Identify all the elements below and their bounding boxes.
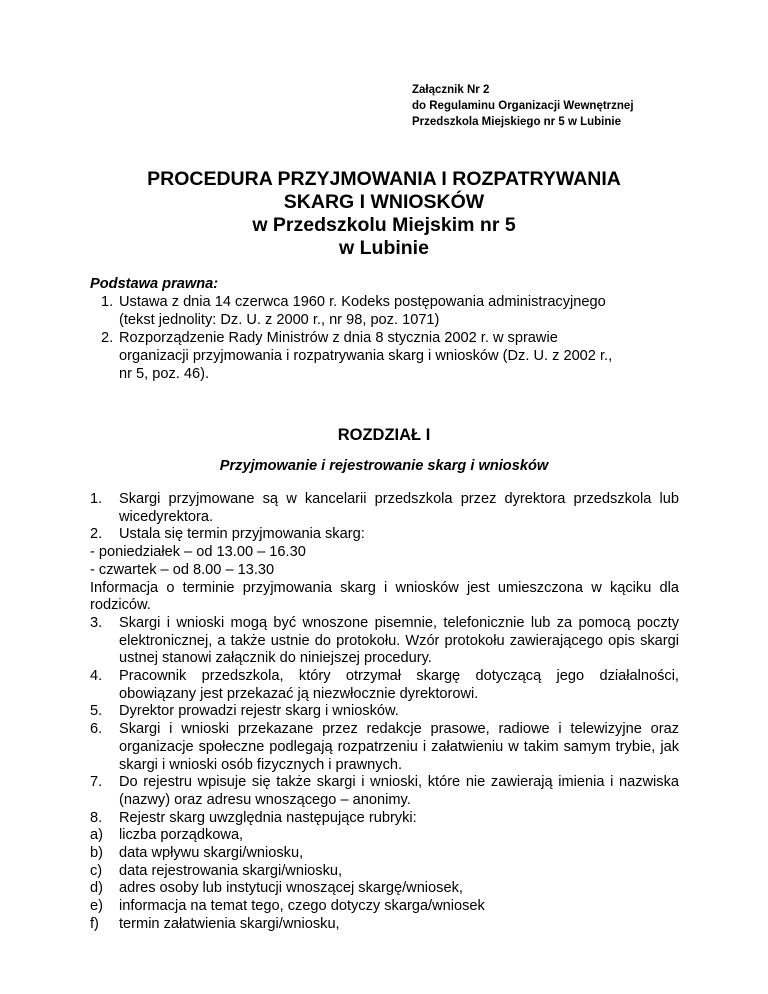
item-text: Ustala się termin przyjmowania skarg: bbox=[119, 526, 365, 543]
register-column-item bbox=[90, 863, 679, 881]
item-text: data wpływu skargi/wniosku, bbox=[119, 845, 304, 862]
item-number: 2. bbox=[90, 526, 103, 543]
title-line: PROCEDURA PRZYJMOWANIA I ROZPATRYWANIA bbox=[147, 168, 621, 190]
numbered-item bbox=[90, 615, 679, 668]
numbered-item bbox=[90, 526, 679, 544]
item-letter: e) bbox=[90, 898, 103, 915]
item-letter: a) bbox=[90, 827, 103, 844]
item-text: termin załatwienia skargi/wniosku, bbox=[119, 915, 340, 932]
chapter-content bbox=[90, 491, 679, 934]
item-number: 7. bbox=[90, 774, 103, 791]
numbered-item bbox=[90, 810, 679, 828]
numbered-item bbox=[90, 491, 679, 526]
annex-header bbox=[412, 82, 634, 130]
item-text: data rejestrowania skargi/wniosku, bbox=[119, 862, 343, 879]
item-text: Skargi i wnioski przekazane przez redakcje prasowe, radiowe i telewizyjne oraz organizacje społeczne podlegają rozpatrzeniu i załatwieniu w takim samym trybie, jak skargi i wnioski osób fizycznych i prawnych. bbox=[119, 721, 679, 773]
item-letter: d) bbox=[90, 880, 103, 897]
info-paragraph: Informacja o terminie przyjmowania skarg i wniosków jest umieszczona w kąciku dla rodziców. bbox=[90, 579, 679, 614]
item-letter: f) bbox=[90, 915, 99, 932]
chapter-title: ROZDZIAŁ I bbox=[337, 426, 431, 444]
item-line: nr 5, poz. 46). bbox=[119, 366, 210, 382]
annex-line: Załącznik Nr 2 bbox=[412, 84, 490, 96]
item-number: 8. bbox=[90, 809, 103, 826]
item-text: Skargi i wnioski mogą być wnoszone pisemnie, telefonicznie lub za pomocą poczty elektronicznej, a także ustnie do protokołu. Wzór protokołu zawierającego opis skargi ustnej stanowi załącznik do niniejszej procedury. bbox=[119, 614, 679, 667]
legal-basis-item bbox=[90, 293, 690, 329]
schedule-line: - czwartek – od 8.00 – 13.30 bbox=[90, 561, 275, 578]
item-number: 3. bbox=[90, 614, 103, 631]
annex-line: do Regulaminu Organizacji Wewnętrznej bbox=[412, 100, 634, 112]
item-text: Pracownik przedszkola, który otrzymał skargę dotyczącą jego działalności, obowiązany jest przekazać ją niezwłocznie dyrektorowi. bbox=[119, 668, 679, 702]
register-column-item bbox=[90, 898, 679, 916]
item-number: 2. bbox=[101, 330, 114, 346]
register-column-item bbox=[90, 880, 679, 898]
register-column-item bbox=[90, 827, 679, 845]
title-line: w Przedszkolu Miejskim nr 5 bbox=[252, 214, 516, 236]
title-line: SKARG I WNIOSKÓW bbox=[283, 191, 485, 213]
numbered-item bbox=[90, 703, 679, 721]
item-text: Rejestr skarg uwzględnia następujące rubryki: bbox=[119, 809, 417, 826]
legal-basis-heading: Podstawa prawna: bbox=[90, 276, 219, 292]
item-number: 1. bbox=[101, 294, 114, 310]
numbered-item bbox=[90, 721, 679, 774]
item-letter: c) bbox=[90, 862, 103, 879]
numbered-item bbox=[90, 774, 679, 809]
item-line: Ustawa z dnia 14 czerwca 1960 r. Kodeks postępowania administracyjnego bbox=[119, 294, 606, 310]
item-line: organizacji przyjmowania i rozpatrywania skarg i wniosków (Dz. U. z 2002 r., bbox=[119, 348, 613, 364]
title-line: w Lubinie bbox=[339, 237, 429, 259]
schedule-line: - poniedziałek – od 13.00 – 16.30 bbox=[90, 544, 306, 561]
annex-line: Przedszkola Miejskiego nr 5 w Lubinie bbox=[412, 116, 621, 128]
item-line: (tekst jednolity: Dz. U. z 2000 r., nr 98, poz. 1071) bbox=[119, 312, 440, 328]
item-number: 6. bbox=[90, 721, 103, 738]
chapter-subtitle: Przyjmowanie i rejestrowanie skarg i wniosków bbox=[219, 458, 549, 474]
document-title bbox=[0, 168, 768, 260]
item-number: 4. bbox=[90, 668, 103, 685]
item-text: liczba porządkowa, bbox=[119, 827, 244, 844]
register-column-item bbox=[90, 845, 679, 863]
item-number: 1. bbox=[90, 491, 103, 507]
item-text: Dyrektor prowadzi rejestr skarg i wniosków. bbox=[119, 703, 399, 720]
item-text: adres osoby lub instytucji wnoszącej skargę/wniosek, bbox=[119, 880, 463, 897]
item-number: 5. bbox=[90, 703, 103, 720]
item-line: Rozporządzenie Rady Ministrów z dnia 8 stycznia 2002 r. w sprawie bbox=[119, 330, 558, 346]
item-letter: b) bbox=[90, 845, 103, 862]
register-column-item bbox=[90, 916, 679, 934]
legal-basis-item bbox=[90, 329, 690, 383]
item-text: Do rejestru wpisuje się także skargi i wnioski, które nie zawierają imienia i nazwiska (nazwy) oraz adresu wnoszącego – anonimy. bbox=[119, 774, 679, 808]
item-text: informacja na temat tego, czego dotyczy skarga/wniosek bbox=[119, 898, 485, 915]
legal-basis-list bbox=[90, 293, 690, 383]
item-text: Skargi przyjmowane są w kancelarii przedszkola przez dyrektora przedszkola lub wicedyrektora. bbox=[119, 491, 679, 525]
numbered-item bbox=[90, 668, 679, 703]
